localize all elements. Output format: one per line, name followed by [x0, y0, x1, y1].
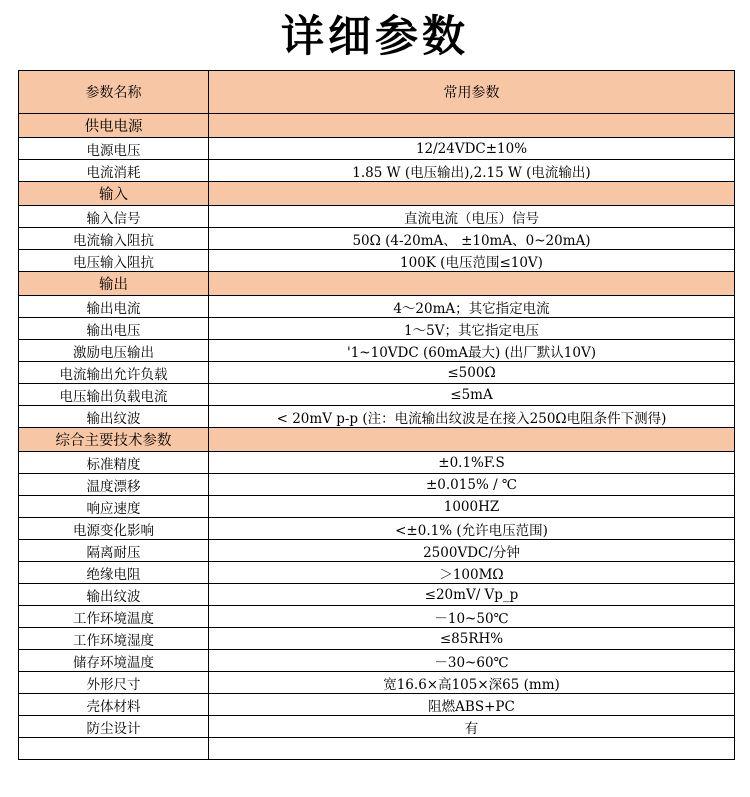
param-name: 电压输入阻抗: [19, 250, 209, 272]
table-row: [19, 406, 735, 428]
param-value: 100K (电压范围≤10V): [209, 250, 735, 272]
param-name: 壳体材料: [19, 694, 209, 716]
param-name: 绝缘电阻: [19, 562, 209, 584]
param-name: 响应速度: [19, 496, 209, 518]
param-name: 储存环境温度: [19, 650, 209, 672]
table-row: [19, 206, 735, 228]
table-row: [19, 518, 735, 540]
param-name: 隔离耐压: [19, 540, 209, 562]
section-filler: [209, 428, 735, 452]
param-name: 输出纹波: [19, 406, 209, 428]
section-label: 输出: [19, 272, 209, 296]
table-row: [19, 362, 735, 384]
page-title: 详细参数: [281, 12, 469, 62]
param-value: < 20mV p-p (注：电流输出纹波是在接入250Ω电阻条件下测得): [209, 406, 735, 428]
table-row: [19, 650, 735, 672]
table-row: [19, 318, 735, 340]
param-name: 输出纹波: [19, 584, 209, 606]
param-name: 电流消耗: [19, 160, 209, 182]
param-value: 12/24VDC±10%: [209, 138, 735, 160]
spec-table: [18, 70, 735, 760]
spec-table-body: [19, 71, 735, 760]
section-header-row: [19, 272, 735, 296]
table-row: [19, 540, 735, 562]
empty-cell: [19, 738, 209, 760]
table-row: [19, 452, 735, 474]
param-value: 50Ω (4-20mA、 ±10mA、0~20mA): [209, 228, 735, 250]
section-header-row: [19, 428, 735, 452]
param-value: ≤5mA: [209, 384, 735, 406]
param-name: 电流输入阻抗: [19, 228, 209, 250]
param-name: 工作环境湿度: [19, 628, 209, 650]
param-value: 宽16.6×高105×深65 (mm): [209, 672, 735, 694]
section-filler: [209, 272, 735, 296]
param-value: ±0.1%F.S: [209, 452, 735, 474]
param-name: 输出电流: [19, 296, 209, 318]
param-name: 工作环境温度: [19, 606, 209, 628]
table-row: [19, 384, 735, 406]
table-row: [19, 606, 735, 628]
param-name: 标准精度: [19, 452, 209, 474]
param-value: 2500VDC/分钟: [209, 540, 735, 562]
param-name: 电源电压: [19, 138, 209, 160]
header-param-name: 参数名称: [19, 71, 209, 114]
param-value: 1～5V；其它指定电压: [209, 318, 735, 340]
section-label: 综合主要技术参数: [19, 428, 209, 452]
table-row: [19, 694, 735, 716]
param-name: 外形尺寸: [19, 672, 209, 694]
table-row: [19, 562, 735, 584]
header-common-param: 常用参数: [209, 71, 735, 114]
param-value: 有: [209, 716, 735, 738]
param-value: 直流电流（电压）信号: [209, 206, 735, 228]
section-label: 供电电源: [19, 114, 209, 138]
param-value: 4～20mA；其它指定电流: [209, 296, 735, 318]
param-name: 电流输出允许负载: [19, 362, 209, 384]
section-header-row: [19, 182, 735, 206]
table-header-row: [19, 71, 735, 114]
table-row: [19, 496, 735, 518]
table-row: [19, 160, 735, 182]
section-header-row: [19, 114, 735, 138]
table-row: [19, 628, 735, 650]
param-name: 电压输出负载电流: [19, 384, 209, 406]
param-name: 防尘设计: [19, 716, 209, 738]
table-row: [19, 138, 735, 160]
table-row: [19, 296, 735, 318]
param-name: 温度漂移: [19, 474, 209, 496]
param-name: 输出电压: [19, 318, 209, 340]
param-name: 激励电压输出: [19, 340, 209, 362]
table-row: [19, 584, 735, 606]
param-value: <±0.1% (允许电压范围): [209, 518, 735, 540]
param-value: ≤20mV/ Vp_p: [209, 584, 735, 606]
section-label: 输入: [19, 182, 209, 206]
section-filler: [209, 114, 735, 138]
param-value: 1000HZ: [209, 496, 735, 518]
param-value: ≤500Ω: [209, 362, 735, 384]
param-value: －10~50℃: [209, 606, 735, 628]
table-row: [19, 228, 735, 250]
table-row: [19, 474, 735, 496]
param-value: ＞100MΩ: [209, 562, 735, 584]
param-name: 电源变化影响: [19, 518, 209, 540]
param-value: ±0.015% / ℃: [209, 474, 735, 496]
param-name: 输入信号: [19, 206, 209, 228]
param-value: 1.85 W (电压输出),2.15 W (电流输出): [209, 160, 735, 182]
table-row: [19, 716, 735, 738]
section-filler: [209, 182, 735, 206]
param-value: ≤85RH%: [209, 628, 735, 650]
table-row: [19, 340, 735, 362]
param-value: '1~10VDC (60mA最大) (出厂默认10V): [209, 340, 735, 362]
table-row: [19, 672, 735, 694]
table-row: [19, 250, 735, 272]
param-value: 阻燃ABS+PC: [209, 694, 735, 716]
param-value: －30~60℃: [209, 650, 735, 672]
empty-row: [19, 738, 735, 760]
empty-cell: [209, 738, 735, 760]
